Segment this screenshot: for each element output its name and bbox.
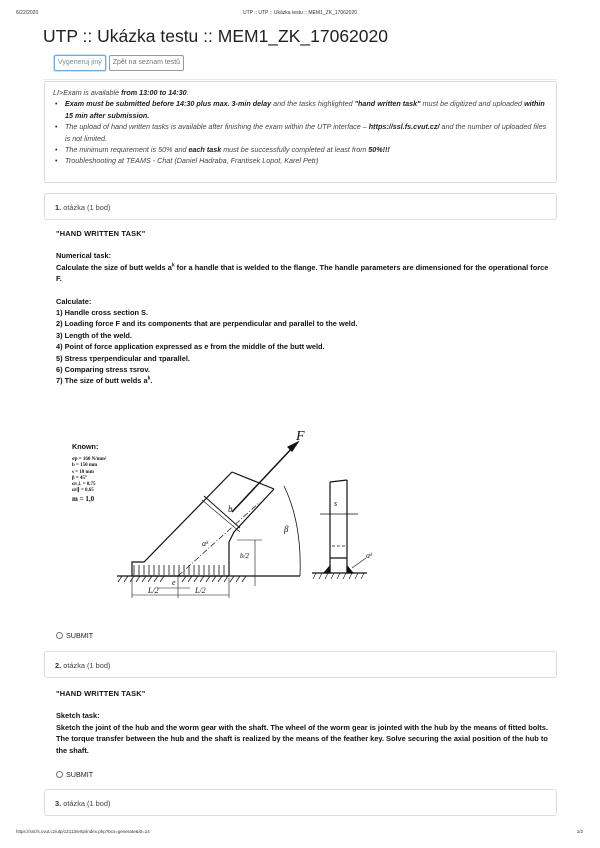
notice-item: • Exam must be submitted before 14:30 plus max. 3-min delay and the tasks highlighted "hand written task" must be digitized and uploaded within 15 min after submission. [53,98,548,121]
step-item: 4) Point of force application expressed as e from the middle of the butt weld. [56,342,325,352]
question-3-header: 3. otázka (1 bod) [44,789,557,816]
step-item: 2) Loading force F and its components that are perpendicular and parallel to the weld. [56,319,358,329]
notice-item: • Troubleshooting at TEAMS - Chat (Daniel Hadraba, Frantisek Lopot, Karel Petr) [53,155,548,166]
task-description: Sketch the joint of the hub and the worm gear with the shaft. The wheel of the worm gear is jointed with the hub by the means of fitted bolts. The torque transfer between the hub and the shaft is realized by the means of the feather key. Solve securing the axial position of the hub to the shaft. [56,722,548,755]
divider [43,79,557,80]
b-label: b [228,504,233,514]
l2-left-label: L/2 [148,586,159,595]
page-number: 1/2 [576,829,583,834]
task-description: Calculate the size of butt welds $a^k$ for a handle that is welded to the flange. The handle parameters are dimensioned for the operational force F. [56,262,549,284]
radio-icon[interactable] [56,632,63,639]
ak-side-label: aᵏ [366,551,373,560]
l2-right-label: L/2 [195,586,206,595]
print-date: 6/22/2020 [16,10,39,16]
hand-written-tag: "HAND WRITTEN TASK" [56,229,146,238]
toolbar [54,55,184,71]
hand-written-tag: "HAND WRITTEN TASK" [56,689,146,698]
calculate-title: Calculate: [56,296,92,306]
exam-notice [44,81,557,183]
ak-label: aᵏ [202,539,209,548]
notice-item: • The minimum requirement is 50% and each task must be successfully completed at least from 50%!!! [53,144,548,155]
question-2-submit[interactable]: SUBMIT [56,770,93,779]
b2-label: b/2 [240,552,249,560]
known-values: Known: σp = 160 N/mm² b = 150 mm s = 10 mm β = 45° ατ⊥ = 0,75 ατ∥ = 0,65 m = 1,0 [72,442,107,503]
task-type: Numerical task: [56,251,112,261]
task-type: Sketch task: [56,711,100,721]
print-url: https://ssl.fs.cvut.cz/utp/12113/ertp/index.php?bcs=generate&i0=14 [16,829,150,834]
step-item: 1) Handle cross section S. [56,308,149,318]
weld-diagram [62,428,412,598]
notice-intro: LI>Exam is available from 13:00 to 14:30. [53,88,189,97]
radio-icon[interactable] [56,771,63,778]
print-header [0,10,600,20]
question-2-header: 2. otázka (1 bod) [44,651,557,678]
e-label: e [172,578,176,587]
question-1-header: 1. otázka (1 bod) [44,193,557,220]
question-1-submit[interactable]: SUBMIT [56,631,93,640]
print-title: UTP :: UTP :: Ukázka testu :: MEM1_ZK_17062020 [242,10,358,16]
notice-item: • The upload of hand written tasks is available after finishing the exam within the UTP interface – https://ssl.fs.cvut.cz/ and the number of uploaded files is not limited. [53,121,548,144]
force-label: F [296,429,305,444]
weld-drawing [62,428,412,598]
beta-label: β [284,524,289,534]
notice-list [53,98,548,166]
step-item: 6) Comparing stress τsrov. [56,365,150,375]
upload-link[interactable]: https://ssl.fs.cvut.cz/ [368,122,440,132]
step-item: 5) Stress τperpendicular and τparallel. [56,353,190,363]
print-footer [0,829,600,839]
step-item: 7) The size of butt welds $a^k$. [56,376,153,386]
back-to-test-list-button[interactable]: Zpět na seznam testů [109,55,184,71]
question-1-body [56,228,556,387]
step-item: 3) Length of the weld. [56,330,132,340]
page-title: UTP :: Ukázka testu :: MEM1_ZK_17062020 [43,26,388,46]
generate-another-button[interactable]: Vygeneruj jiný [54,55,106,71]
s-label: s [334,499,338,508]
question-2-body [56,688,556,756]
calculate-steps [56,307,556,387]
